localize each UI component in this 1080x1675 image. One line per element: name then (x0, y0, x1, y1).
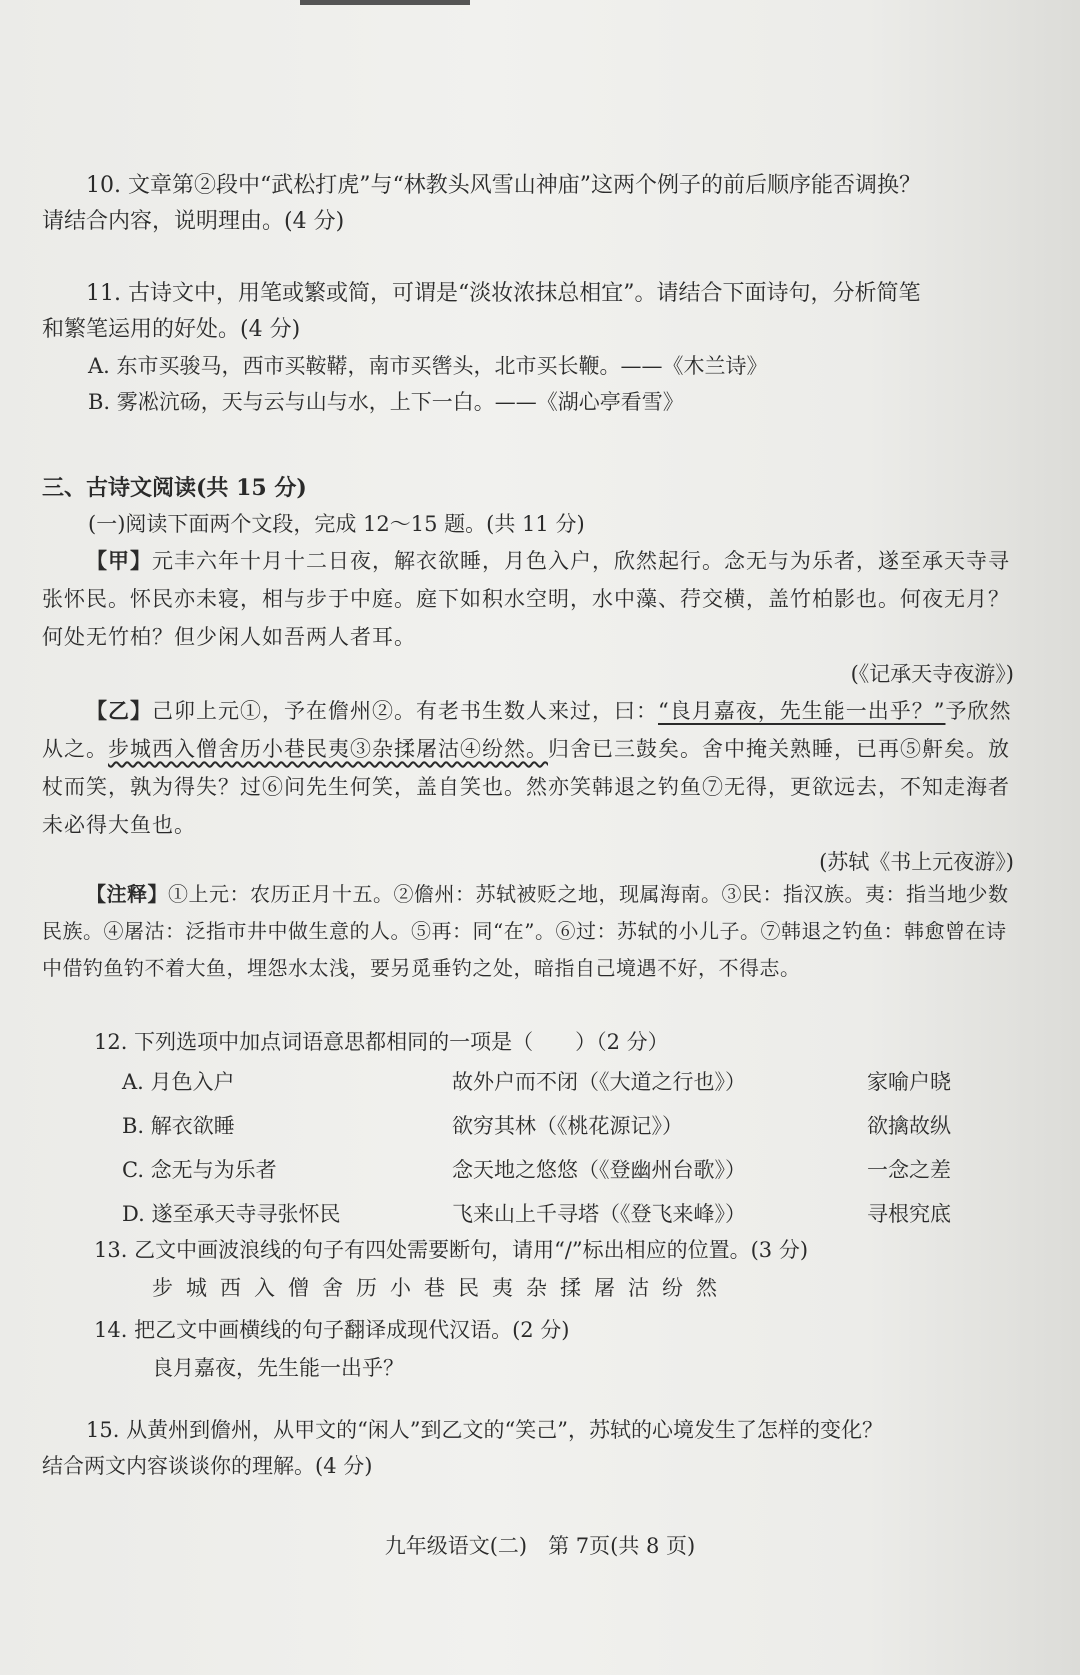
q15-line2: 结合两文内容谈谈你的理解。(4 分) (42, 1454, 373, 1478)
q10-line1: 10. 文章第②段中“武松打虎”与“林教头风雪山神庙”这两个例子的前后顺序能否调换？ (86, 173, 921, 198)
annotations-body: ①上元：农历正月十五。②儋州：苏轼被贬之地，现属海南。③民：指汉族。夷：指当地少数民族。④屠沽：泛指市井中做生意的人。⑤再：同“在”。⑥过：苏轼的小儿子。⑦韩退之钓鱼：韩愈曾在诗中借钓鱼钓不着大鱼，埋怨水太浅，要另觅垂钓之处，暗指自己境遇不好，不得志。 (42, 882, 1009, 980)
q12-b-col3: 欲擒故纵 (867, 1114, 951, 1138)
q15-line1: 15. 从黄州到儋州，从甲文的“闲人”到乙文的“笑己”，苏轼的心境发生了怎样的变化？ (86, 1418, 884, 1442)
q14-stem: 14. 把乙文中画横线的句子翻译成现代汉语。(2 分) (94, 1318, 570, 1342)
passage-yi-underlined: “良月嘉夜，先生能一出乎？” (658, 699, 946, 723)
passage-yi-part1: 己卯上元①，予在儋州②。有老书生数人来过，曰： (152, 699, 658, 723)
annotations-text (42, 876, 1020, 987)
section-3-subtitle: (一)阅读下面两个文段，完成 12～15 题。(共 11 分) (88, 512, 585, 536)
question-13 (42, 1232, 1020, 1308)
q11-line2: 和繁笔运用的好处。(4 分) (42, 317, 301, 342)
section-3 (42, 470, 1020, 542)
question-10 (42, 168, 1020, 240)
passage-jia-body: 元丰六年十月十二日夜，解衣欲睡，月色入户，欣然起行。念无与为乐者，遂至承天寺寻张怀民。怀民亦未寝，相与步于中庭。庭下如积水空明，水中藻、荇交横，盖竹柏影也。何夜无月？何处无竹柏？但少闲人如吾两人者耳。 (42, 549, 1010, 649)
top-edge-mark (300, 0, 470, 5)
q14-sentence: 良月嘉夜，先生能一出乎？ (152, 1356, 404, 1380)
passage-jia-text (42, 542, 1020, 656)
q12-d-col2: 飞来山上千寻塔（《登飞来峰》） (452, 1202, 746, 1226)
question-11 (42, 276, 1020, 420)
q13-stem: 13. 乙文中画波浪线的句子有四处需要断句，请用“/”标出相应的位置。(3 分) (94, 1238, 809, 1262)
passage-yi-tag: 【乙】 (86, 698, 152, 723)
passage-jia (42, 542, 1020, 692)
q12-a-col2: 故外户而不闭（《大道之行也》） (452, 1070, 746, 1094)
q12-options-table (42, 1060, 1020, 1236)
passage-yi-source: (苏轼《书上元夜游》) (819, 850, 1014, 874)
q12-b-col2: 欲穷其林（《桃花源记》） (452, 1114, 683, 1138)
passage-jia-source: (《记承天寺夜游》) (850, 662, 1014, 686)
q11-option-a: A. 东市买骏马，西市买鞍鞯，南市买辔头，北市买长鞭。——《木兰诗》 (88, 354, 768, 378)
section-3-title: 三、古诗文阅读(共 15 分) (42, 475, 307, 501)
q10-line2: 请结合内容，说明理由。(4 分) (42, 209, 345, 234)
q12-c-col2: 念天地之悠悠（《登幽州台歌》） (452, 1158, 746, 1182)
q12-c-col3: 一念之差 (867, 1158, 951, 1182)
passage-yi-wavy: 步城西入僧舍历小巷民夷③杂揉屠沽④纷然。 (108, 737, 548, 761)
passage-jia-tag: 【甲】 (86, 548, 152, 573)
q12-a-col3: 家喻户晓 (867, 1070, 951, 1094)
question-12 (42, 1024, 1020, 1236)
q11-option-b: B. 雾凇沆砀，天与云与山与水，上下一白。——《湖心亭看雪》 (88, 390, 684, 414)
q11-line1: 11. 古诗文中，用笔或繁或简，可谓是“淡妆浓抹总相宜”。请结合下面诗句，分析简笔 (86, 281, 921, 306)
q12-d-col1: D. 遂至承天寺寻张怀民 (122, 1202, 341, 1226)
question-14 (42, 1312, 1020, 1388)
annotations-tag: 【注释】 (86, 882, 168, 906)
passage-yi-part3: 归舍已三鼓矣。舍中掩关熟睡，已再⑤鼾矣。放杖而笑，孰为得失？过⑥问先生何笑，盖自笑也。然亦笑韩退之钓鱼⑦无得，更欲远去，不知走海者未必得大鱼也。 (42, 737, 1010, 837)
q12-a-col1: A. 月色入户 (122, 1070, 235, 1094)
page-footer: 九年级语文(二) 第 7页(共 8 页) (384, 1534, 696, 1558)
q12-stem: 12. 下列选项中加点词语意思都相同的一项是（ ）（2 分） (94, 1030, 669, 1054)
question-15 (42, 1412, 1020, 1484)
q12-b-col1: B. 解衣欲睡 (122, 1114, 235, 1138)
q13-sentence: 步城西入僧舍历小巷民夷杂揉屠沽纷然 (152, 1276, 730, 1300)
passage-yi (42, 692, 1020, 880)
q12-d-col3: 寻根究底 (867, 1202, 951, 1226)
q12-c-col1: C. 念无与为乐者 (122, 1158, 277, 1182)
passage-yi-part2: 予欣然从之。 (42, 699, 1012, 761)
passage-yi-text (42, 692, 1020, 844)
annotations (42, 876, 1020, 987)
